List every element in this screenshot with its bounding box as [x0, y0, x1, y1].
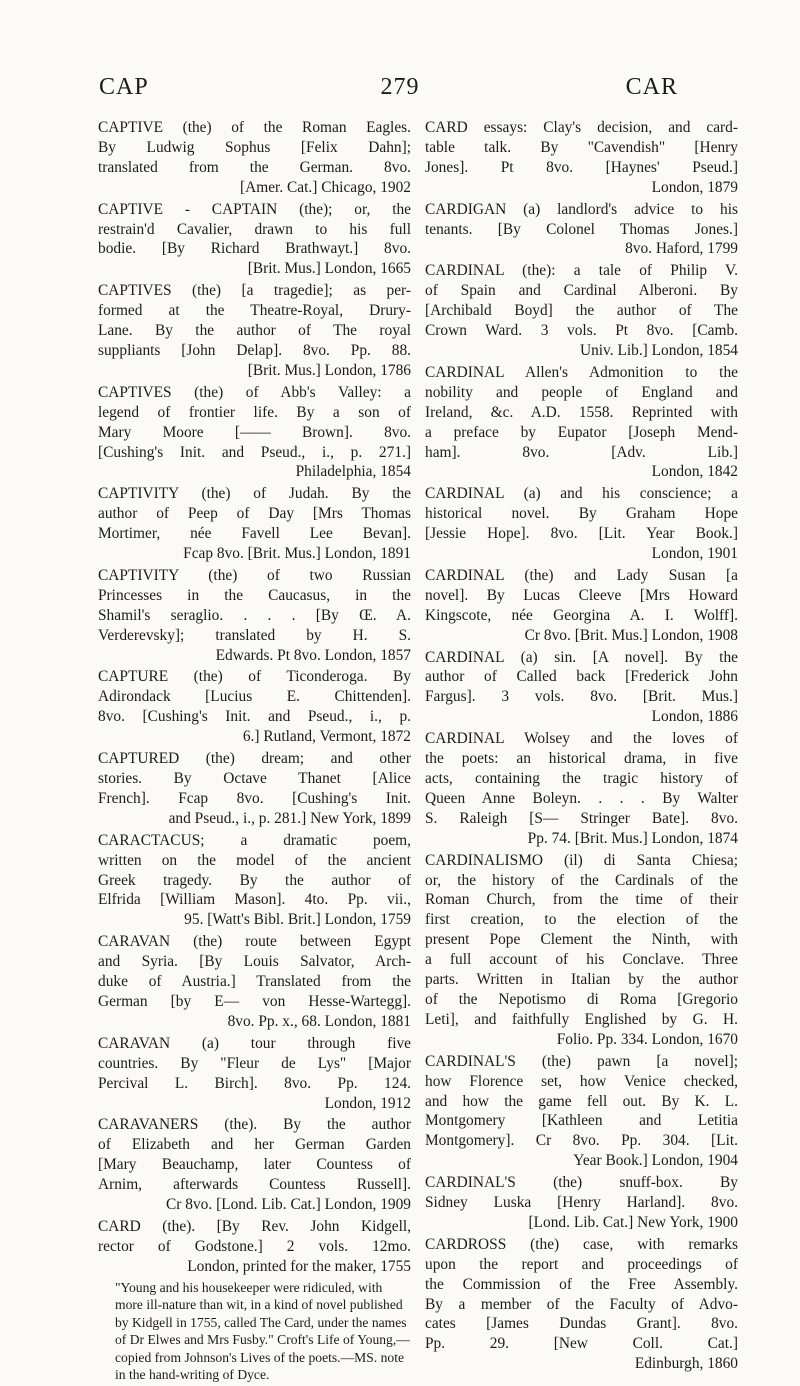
entry-note: "Young and his housekeeper were ridiculed, with more ill-nature than wit, in a kind of novel published by Kidgell in 1755, called The Card, under the names of Dr Elwes and Mrs Fusby." Croft's Life of Young,—copied from Johnson's Lives of the poets.—MS. note in the hand-writing of Dyce. — [115, 1279, 410, 1383]
entry-line: parts. Written in Italian by the author — [425, 971, 738, 989]
entry-line: historical novel. By Graham Hope — [425, 505, 738, 523]
entry-heading-line: CARACTACUS; a dramatic poem, — [98, 831, 411, 849]
entry-line: a full account of his Conclave. Three — [425, 951, 738, 969]
entry-heading-line: CARDINAL (a) sin. [A novel]. By the — [425, 648, 738, 666]
entry-line: French]. Fcap 8vo. [Cushing's Init. — [98, 789, 411, 807]
entry-line: Crown Ward. 3 vols. Pt 8vo. [Camb. — [425, 322, 738, 340]
entry-line: 8vo. Haford, 1799 — [625, 240, 738, 258]
entry-line: Arnim, afterwards Countess Russell]. — [98, 1176, 411, 1194]
entry-line: author of Called back [Frederick John — [425, 668, 738, 686]
entry-line: Pp. 29. [New Coll. Cat.] — [425, 1335, 738, 1353]
catalogue-entry — [425, 729, 738, 848]
entry-line: and Syria. [By Louis Salvator, Arch- — [98, 953, 411, 971]
catalogue-entry — [425, 851, 738, 1050]
catalogue-entry — [98, 932, 411, 1032]
entry-heading-line: CAPTIVES (the) [a tragedie]; as per- — [98, 282, 411, 300]
entry-heading-line: CAPTIVITY (the) of two Russian — [98, 566, 411, 584]
catalogue-entry — [98, 1115, 411, 1215]
entry-line: translated from the German. 8vo. — [98, 158, 411, 176]
entry-line: how Florence set, how Venice checked, — [425, 1072, 738, 1090]
entry-line: London, 1842 — [651, 463, 738, 481]
entry-line: present Pope Clement the Ninth, with — [425, 931, 738, 949]
catalogue-entry — [98, 281, 411, 381]
entry-heading-line: CAPTIVE (the) of the Roman Eagles. — [98, 119, 411, 136]
entry-line: Verderevsky]; translated by H. S. — [98, 626, 411, 644]
entry-line: [Brit. Mus.] London, 1665 — [247, 260, 411, 278]
entry-line: London, printed for the maker, 1755 — [187, 1257, 411, 1275]
entry-line: written on the model of the ancient — [98, 851, 411, 869]
entry-line: stories. By Octave Thanet [Alice — [98, 770, 411, 787]
entry-line: 8vo. [Cushing's Init. and Pseud., i., p. — [98, 708, 411, 726]
entry-heading-line: CARDINAL (the): a tale of Philip V. — [425, 262, 738, 280]
entry-line: 6.] Rutland, Vermont, 1872 — [242, 728, 411, 746]
entry-heading-line: CARDINAL'S (the) snuff-box. By — [425, 1174, 738, 1192]
header-left-word: CAP — [99, 74, 149, 100]
catalogue-entry — [425, 363, 738, 482]
catalogue-entry — [98, 484, 411, 564]
entry-line: Leti], and faithfully Englished by G. H. — [425, 1010, 738, 1028]
entry-line: 95. [Watt's Bibl. Brit.] London, 1759 — [184, 911, 411, 929]
entry-line: [Lond. Lib. Cat.] New York, 1900 — [528, 1213, 738, 1231]
catalogue-entry — [98, 831, 411, 931]
entry-line: By a member of the Faculty of Advo- — [425, 1295, 738, 1313]
entry-line: of Elizabeth and her German Garden — [98, 1136, 411, 1154]
entry-line: Queen Anne Boleyn. . . . By Walter — [425, 789, 738, 807]
entry-line: a preface by Eupator [Joseph Mend- — [425, 423, 738, 441]
entry-line: Percival L. Birch]. 8vo. Pp. 124. — [98, 1074, 411, 1092]
entry-line: London, 1901 — [651, 545, 738, 563]
entry-line: Shamil's seraglio. . . . [By Œ. A. — [98, 606, 411, 624]
entry-line: Edinburgh, 1860 — [634, 1355, 738, 1373]
entry-line: London, 1879 — [651, 178, 738, 196]
entry-heading-line: CARAVAN (a) tour through five — [98, 1034, 411, 1052]
entry-line: [Jessie Hope]. 8vo. [Lit. Year Book.] — [425, 525, 738, 543]
entry-line: author of Peep of Day [Mrs Thomas — [98, 505, 411, 523]
entry-line: Pp. 74. [Brit. Mus.] London, 1874 — [527, 829, 738, 847]
entry-heading-line: CARDINAL (the) and Lady Susan [a — [425, 566, 738, 584]
entry-line: Cr 8vo. [Lond. Lib. Cat.] London, 1909 — [166, 1196, 411, 1214]
entry-line: [Cushing's Init. and Pseud., i., p. 271.] — [98, 443, 411, 461]
catalogue-entry — [425, 118, 738, 198]
entry-line: formed at the Theatre-Royal, Drury- — [98, 302, 411, 320]
entry-heading-line: CAPTURE (the) of Ticonderoga. By — [98, 668, 411, 686]
entry-line: of Spain and Cardinal Alberoni. By — [425, 282, 738, 300]
entry-heading-line: CARD (the). [By Rev. John Kidgell, — [98, 1217, 411, 1235]
left-column — [98, 118, 411, 1386]
entry-line: Ireland, &c. A.D. 1558. Reprinted with — [425, 403, 738, 421]
catalogue-entry — [425, 1235, 738, 1374]
entry-line: 8vo. Pp. x., 68. London, 1881 — [227, 1012, 411, 1030]
entry-heading-line: CARDROSS (the) case, with remarks — [425, 1235, 738, 1253]
entry-line: the poets: an historical drama, in five — [425, 750, 738, 768]
entry-line: and Pseud., i., p. 281.] New York, 1899 — [168, 809, 411, 827]
entry-heading-line: CARAVANERS (the). By the author — [98, 1116, 411, 1134]
entry-line: acts, containing the tragic history of — [425, 770, 738, 787]
entry-line: [Brit. Mus.] London, 1786 — [247, 361, 411, 379]
entry-line: Mary Moore [—— Brown]. 8vo. — [98, 423, 411, 441]
entry-line: Philadelphia, 1854 — [295, 463, 411, 481]
entry-heading-line: CAPTIVE - CAPTAIN (the); or, the — [98, 200, 411, 218]
entry-line: [Mary Beauchamp, later Countess of — [98, 1156, 411, 1174]
entry-heading-line: CARDINALISMO (il) di Santa Chiesa; — [425, 851, 738, 869]
entry-heading-line: CARDINAL (a) and his conscience; a — [425, 485, 738, 503]
catalogue-entry — [98, 383, 411, 483]
entry-line: tenants. [By Colonel Thomas Jones.] — [425, 220, 738, 238]
entry-line: or, the history of the Cardinals of the — [425, 871, 738, 889]
catalogue-entry — [98, 200, 411, 280]
entry-line: cates [James Dundas Grant]. 8vo. — [425, 1315, 738, 1333]
entry-line: countries. By "Fleur de Lys" [Major — [98, 1054, 411, 1072]
entry-line: novel]. By Lucas Cleeve [Mrs Howard — [425, 586, 738, 604]
entry-heading-line: CARD essays: Clay's decision, and card- — [425, 119, 738, 136]
entry-line: Lane. By the author of The royal — [98, 322, 411, 340]
entry-line: of the Nepotismo di Roma [Gregorio — [425, 990, 738, 1008]
entry-heading-line: CARDINAL Wolsey and the loves of — [425, 730, 738, 748]
entry-line: table talk. By "Cavendish" [Henry — [425, 138, 738, 156]
catalogue-entry — [425, 484, 738, 564]
entry-line: Fargus]. 3 vols. 8vo. [Brit. Mus.] — [425, 688, 738, 706]
entry-line: London, 1886 — [651, 708, 738, 726]
catalogue-entry — [425, 648, 738, 728]
entry-line: London, 1912 — [324, 1094, 411, 1112]
entry-heading-line: CAPTURED (the) dream; and other — [98, 750, 411, 768]
entry-heading-line: CARDINAL Allen's Admonition to the — [425, 363, 738, 381]
catalogue-entry — [425, 261, 738, 361]
entry-line: restrain'd Cavalier, drawn to his full — [98, 220, 411, 238]
entry-heading-line: CAPTIVITY (the) of Judah. By the — [98, 485, 411, 503]
entry-line: bodie. [By Richard Brathwayt.] 8vo. — [98, 240, 411, 258]
entry-line: By Ludwig Sophus [Felix Dahn]; — [98, 138, 411, 156]
entry-line: Cr 8vo. [Brit. Mus.] London, 1908 — [524, 626, 738, 644]
page-number: 279 — [380, 74, 420, 100]
catalogue-entry — [425, 1052, 738, 1171]
entry-line: Sidney Luska [Henry Harland]. 8vo. — [425, 1194, 738, 1212]
entry-line: [Archibald Boyd] the author of The — [425, 302, 738, 320]
entry-line: Greek tragedy. By the author of — [98, 871, 411, 889]
entry-line: duke of Austria.] Translated from the — [98, 973, 411, 991]
entry-line: German [by E— von Hesse-Wartegg]. — [98, 992, 411, 1010]
entry-heading-line: CARDIGAN (a) landlord's advice to his — [425, 200, 738, 218]
catalogue-entry — [98, 566, 411, 666]
entry-line: S. Raleigh [S— Stringer Bate]. 8vo. — [425, 809, 738, 827]
catalogue-entry — [425, 200, 738, 260]
entry-line: ham]. 8vo. [Adv. Lib.] — [425, 443, 738, 461]
entry-line: rector of Godstone.] 2 vols. 12mo. — [98, 1237, 411, 1255]
header-right-word: CAR — [625, 74, 678, 100]
entry-line: first creation, to the election of the — [425, 911, 738, 929]
entry-line: Montgomery]. Cr 8vo. Pp. 304. [Lit. — [425, 1132, 738, 1150]
entry-line: Jones]. Pt 8vo. [Haynes' Pseud.] — [425, 158, 738, 176]
entry-line: Edwards. Pt 8vo. London, 1857 — [215, 646, 411, 664]
entry-line: suppliants [John Delap]. 8vo. Pp. 88. — [98, 341, 411, 359]
entry-line: Kingscote, née Georgina A. I. Wolff]. — [425, 606, 738, 624]
entry-line: Univ. Lib.] London, 1854 — [579, 341, 738, 359]
running-header — [0, 74, 800, 108]
entry-line: [Amer. Cat.] Chicago, 1902 — [240, 178, 411, 196]
entry-line: Adirondack [Lucius E. Chittenden]. — [98, 688, 411, 706]
entry-line: Roman Church, from the time of their — [425, 891, 738, 909]
entry-line: upon the report and proceedings of — [425, 1255, 738, 1273]
entry-line: Fcap 8vo. [Brit. Mus.] London, 1891 — [183, 545, 411, 563]
entry-heading-line: CARDINAL'S (the) pawn [a novel]; — [425, 1052, 738, 1070]
entry-line: legend of frontier life. By a son of — [98, 403, 411, 421]
catalogue-entry — [98, 118, 411, 198]
right-column — [425, 118, 738, 1376]
entry-heading-line: CARAVAN (the) route between Egypt — [98, 933, 411, 951]
catalogue-entry — [98, 1034, 411, 1114]
entry-line: Year Book.] London, 1904 — [573, 1152, 738, 1170]
entry-line: Princesses in the Caucasus, in the — [98, 586, 411, 604]
entry-line: Montgomery [Kathleen and Letitia — [425, 1112, 738, 1130]
catalogue-entry — [98, 667, 411, 747]
catalogue-entry — [425, 566, 738, 646]
entry-heading-line: CAPTIVES (the) of Abb's Valley: a — [98, 383, 411, 401]
entry-line: Mortimer, née Favell Lee Bevan]. — [98, 525, 411, 543]
entry-line: Folio. Pp. 334. London, 1670 — [556, 1030, 738, 1048]
entry-line: Elfrida [William Mason]. 4to. Pp. vii., — [98, 891, 411, 909]
catalogue-entry — [425, 1173, 738, 1233]
entry-line: and how the game fell out. By K. L. — [425, 1092, 738, 1110]
entry-line: the Commission of the Free Assembly. — [425, 1275, 738, 1293]
entry-line: nobility and people of England and — [425, 383, 738, 401]
catalogue-entry — [98, 749, 411, 829]
